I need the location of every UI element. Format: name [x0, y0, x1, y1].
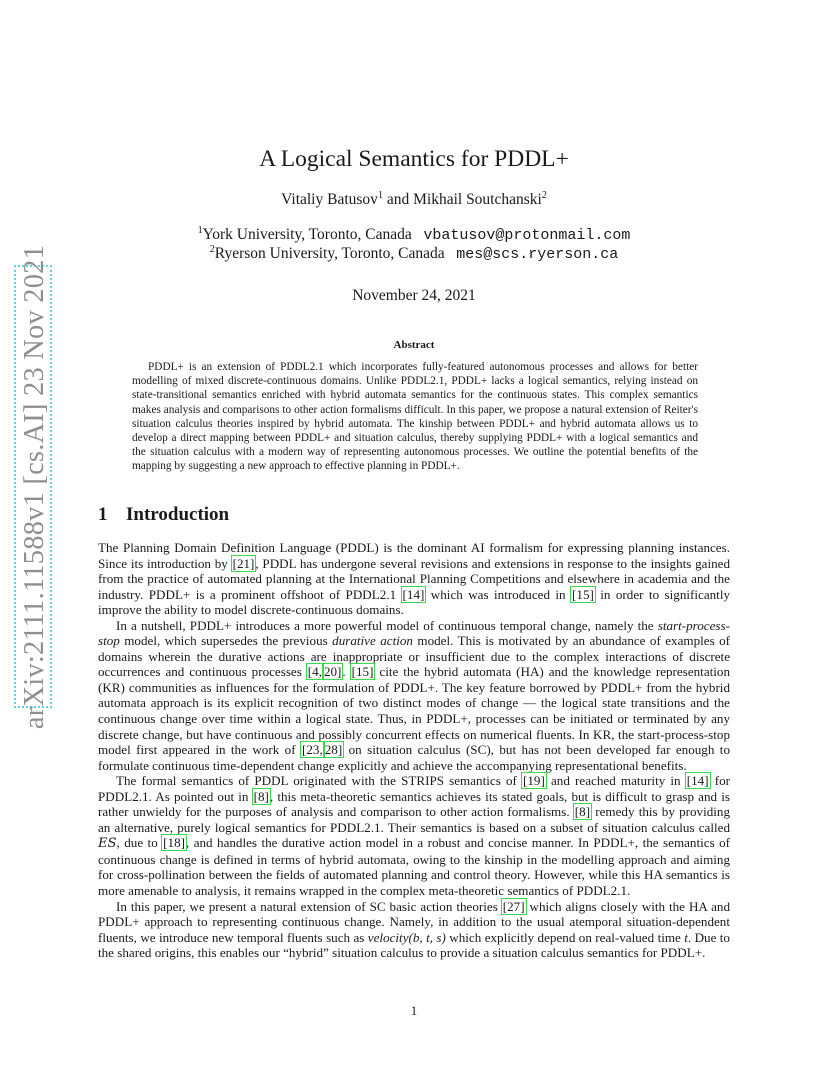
text-run: remedy this by providing an alternative, purely logical semantics for PDDL2.1. Their semantics is based on a subset of situation calculus called — [98, 804, 730, 835]
emphasis: durative action — [332, 633, 413, 649]
citation-link[interactable]: 20] — [323, 664, 342, 680]
aff-1-sup: 1 — [197, 224, 203, 236]
text-run: which was introduced in — [425, 586, 572, 602]
text-run: . Due to the shared origins, this enables our “hybrid” situation calculus to provide a situation calculus semantics for PDDL+. — [98, 929, 730, 961]
affiliation-2 — [0, 245, 828, 263]
text-run: The formal semantics of PDDL originated with the STRIPS semantics of — [116, 773, 522, 789]
abstract-text: PDDL+ is an extension of PDDL2.1 which incorporates fully-featured autonomous processes and allows for better modelling of mixed discrete-continuous domains. Unlike PDDL2.1, PDDL+ lacks a logical semantics, relying instead on state-transitional semantics enriched with hybrid automata semantics for the continuous states. This complex semantics makes analysis and comparisons to other action formalisms difficult. In this paper, we propose a natural extension of Reiter's situation calculus theories inspired by hybrid automata. The kinship between PDDL+ and hybrid automata allows us to develop a direct mapping between PDDL+ and situation calculus, thereby supplying PDDL+ with a logical semantics and the situation calculus with a modern way of representing autonomous processes. We outline the potential benefits of the mapping by suggesting a new approach to effective planning in PDDL+. — [132, 361, 698, 473]
text-run: . — [342, 664, 351, 680]
abstract-heading: Abstract — [393, 339, 435, 351]
text-run: In a nutshell, PDDL+ introduces a more powerful model of continuous temporal change, namely the — [116, 617, 658, 633]
text-run: model, which supersedes the previous — [119, 633, 333, 649]
citation-link[interactable]: [4, — [307, 664, 322, 680]
text-run: , this meta-theoretic semantics achieves its stated goals, but is difficult to grasp and is rather unwieldy for the purposes of analysis and comparison to other action formalisms. — [98, 788, 730, 820]
citation-link[interactable]: 28] — [324, 742, 343, 758]
text-run: for PDDL2.1. As pointed out in — [98, 773, 730, 804]
author-2-sup: 2 — [541, 189, 547, 201]
section-heading — [98, 504, 229, 526]
text-run: In this paper, we present a natural extension of SC basic action theories — [116, 898, 502, 914]
aff-2-name: Ryerson University, Toronto, Canada — [214, 245, 445, 262]
affiliation-1 — [0, 226, 828, 244]
math-velocity: velocity(b, t, s) — [367, 929, 446, 945]
citation-link[interactable]: [19] — [523, 773, 545, 789]
math-t: t — [684, 929, 688, 945]
paper-date: November 24, 2021 — [352, 287, 476, 304]
citation-link[interactable]: [14] — [686, 773, 709, 789]
section-number: 1 — [98, 504, 108, 525]
author-2: Mikhail Soutchanski — [413, 191, 542, 208]
citation-link[interactable]: [27] — [502, 898, 525, 914]
aff-1-name: York University, Toronto, Canada — [202, 226, 412, 243]
author-1-sup: 1 — [377, 189, 383, 201]
emphasis: start-process-stop — [98, 617, 730, 649]
paragraph-2 — [98, 618, 730, 773]
text-run: which explicitly depend on real-valued time — [445, 929, 685, 945]
citation-link[interactable]: [8] — [574, 804, 591, 820]
text-run: in order to significantly improve the ability to model discrete-continuous domains. — [98, 586, 731, 618]
author-1: Vitaliy Batusov — [281, 191, 378, 208]
paragraph-1 — [98, 540, 730, 618]
citation-link[interactable]: [21] — [232, 555, 255, 571]
citation-link[interactable]: [18] — [163, 835, 185, 851]
body-text — [98, 540, 730, 961]
citation-link[interactable]: [14] — [402, 586, 425, 602]
aff-2-email[interactable]: mes@scs.ryerson.ca — [456, 246, 619, 263]
section-title: Introduction — [126, 504, 230, 525]
citation-link[interactable]: [8] — [253, 788, 269, 804]
text-run: and reached maturity in — [545, 773, 686, 789]
citation-link[interactable]: [23, — [301, 742, 323, 758]
text-run: , PDDL has undergone several revisions and extensions in response to the insights gained from the practice of automated planning at the International Planning Competitions and elsewhere in academia and the industry. PDDL+ is a prominent offshoot of PDDL2.1 — [98, 555, 731, 602]
text-run: on situation calculus (SC), but has not been developed far enough to formulate continuous time-dependent change explicitly and achieve the accompanying representational benefits. — [98, 742, 730, 773]
paragraph-4 — [98, 899, 730, 961]
paper-title: A Logical Semantics for PDDL+ — [259, 146, 569, 172]
arxiv-sidebar — [14, 244, 56, 730]
author-line — [0, 191, 828, 209]
page-number: 1 — [410, 1003, 418, 1018]
text-run: which aligns closely with the HA and PDDL+ approach to representing continuous change. Namely, in addition to the usual atemporal situation-dependent fluents, we introduce new temporal fluents such as — [98, 898, 730, 945]
text-run: , due to — [116, 835, 163, 851]
text-run: , and handles the durative action model in a robust and concise manner. In PDDL+, the semantics of continuous change is defined in terms of hybrid automata, owing to the kinship in the modelling approach and aiming for cross-pollination between the fields of automated planning and control theory. However, while this HA semantics is more amenable to analysis, it remains wrapped in the complex meta-theoretic semantics of PDDL2.1. — [98, 835, 730, 899]
text-run: model. This is motivated by an abundance of examples of domains wherein the durative actions are inappropriate or insufficient due to the complex interactions of discrete occurrences and continuous processes — [98, 633, 731, 680]
text-run: The Planning Domain Definition Language (PDDL) is the dominant AI formalism for expressing planning instances. Since its introduction by — [98, 540, 730, 571]
text-run: cite the hybrid automata (HA) and the knowledge representation (KR) communities as influences for the formulation of PDDL+. The key feature borrowed by PDDL+ from the hybrid automata approach is its explicit recognition of two distinct modes of change — the logical state transitions and the continuous change over time within a logical state. Thus, in PDDL+, processes can be initiated or terminated by any discrete change, but have continuous and possibly concurrent effects on numerical fluents. In KR, the start-process-stop model first appeared in the work of — [98, 664, 730, 758]
paragraph-3 — [98, 773, 730, 898]
author-and: and — [386, 191, 410, 208]
aff-2-sup: 2 — [209, 243, 215, 255]
aff-1-email[interactable]: vbatusov@protonmail.com — [423, 227, 631, 244]
arxiv-id: arXiv:2111.11588v1 [cs.AI] 23 Nov 2021 — [19, 244, 50, 730]
math-es: ES — [98, 836, 117, 852]
citation-link[interactable]: [15] — [351, 664, 374, 680]
citation-link[interactable]: [15] — [572, 586, 594, 602]
